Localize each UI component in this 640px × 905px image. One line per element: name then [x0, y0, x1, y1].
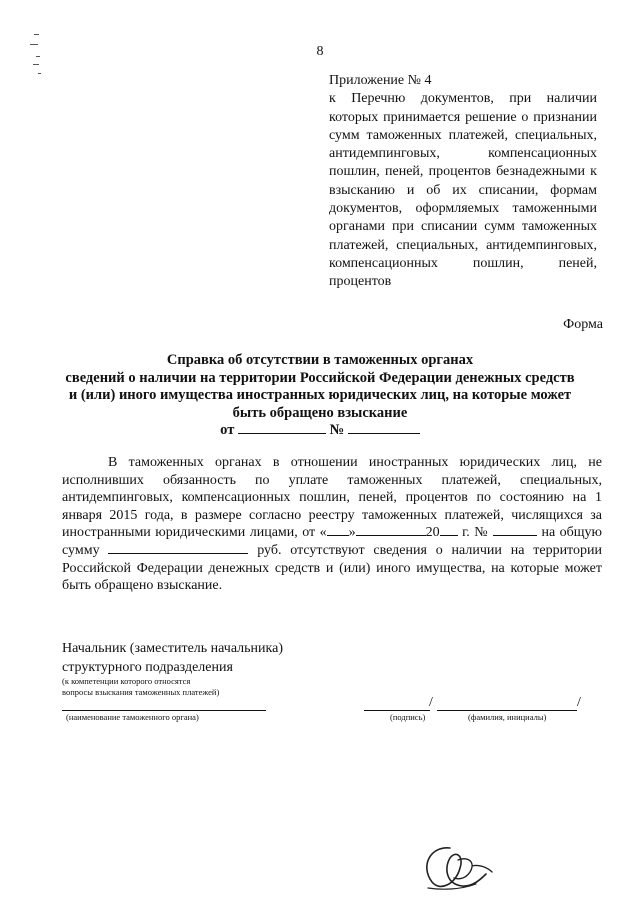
- date-prefix: от: [220, 422, 235, 438]
- heading-line: быть обращено взыскание: [232, 405, 408, 422]
- heading-line: сведений о наличии на территории Российской Федерации денежных средств: [65, 369, 575, 386]
- signer-note: [62, 676, 362, 697]
- form-label: Форма: [563, 317, 603, 332]
- day-blank: [327, 524, 349, 536]
- paragraph-text: В таможенных органах в отношении иностранных юридических лиц, не исполнивших обязанность по уплате таможенных платежей, специальных, антидемпинговых, компенсационных пошлин, пеней, процентов по состоянию на 1 января 2015 года, в размере согласно реестру таможенных платежей, числящихся за иностранными юридическими лицами, от «: [62, 455, 602, 541]
- customs-body-line: [62, 710, 266, 711]
- paragraph-text: 20: [425, 525, 440, 541]
- signer-line: Начальник (заместитель начальника): [62, 641, 283, 656]
- signer-note-line: (к компетенции которого относятся: [62, 676, 191, 686]
- date-blank: [238, 422, 326, 434]
- scan-artifact: [33, 64, 39, 65]
- year-blank: [440, 524, 458, 536]
- document-heading: [40, 352, 600, 423]
- registry-number-blank: [493, 524, 537, 536]
- signer-note-line: вопросы взыскания таможенных платежей): [62, 686, 220, 697]
- date-number-line: [40, 422, 600, 439]
- signature-caption: (подпись): [390, 712, 426, 722]
- appendix-title: Приложение № 4: [329, 73, 432, 88]
- page-number: 8: [316, 44, 324, 59]
- number-blank: [348, 422, 420, 434]
- heading-line: Справка об отсутствии в таможенных органах: [166, 352, 474, 368]
- appendix-body: к Перечню документов, при наличии которых принимается решение о признании сумм таможенных платежей, специальных, антидемпинговых, компенсационных пошлин, пеней, процентов безнадежными к взысканию и об их списании, формам документов, оформляемых таможенными органами при списании сумм таможенных платежей, специальных, антидемпинговых, компенсационных пошлин, пеней, процентов: [329, 91, 597, 290]
- handwritten-signature: [410, 838, 496, 894]
- separator-slash: /: [577, 695, 581, 710]
- amount-blank: [108, 542, 248, 554]
- month-blank: [356, 524, 426, 536]
- signer-title: [62, 640, 362, 677]
- heading-line: и (или) иного имущества иностранных юридических лиц, на которые может: [68, 387, 572, 404]
- appendix-block: [329, 72, 597, 292]
- signature-line: [364, 710, 430, 711]
- customs-body-caption: (наименование таможенного органа): [66, 712, 199, 722]
- main-paragraph: [62, 454, 602, 595]
- paragraph-text: г. №: [457, 525, 493, 541]
- name-line: [437, 710, 577, 711]
- separator-slash: /: [429, 695, 433, 710]
- scan-artifact: [38, 73, 41, 74]
- scan-artifact: [34, 34, 39, 35]
- name-caption: (фамилия, инициалы): [468, 712, 547, 722]
- number-sign: №: [329, 422, 345, 438]
- paragraph-text: »: [348, 525, 356, 541]
- signer-line: структурного подразделения: [62, 659, 233, 675]
- paragraph-text: руб. отсутствуют сведения о наличии на территории Российской Федерации денежных средств и (или) иного имущества, на которые может быть обращено взыскание.: [62, 542, 602, 594]
- paragraph-text: на общую сумму: [62, 525, 602, 558]
